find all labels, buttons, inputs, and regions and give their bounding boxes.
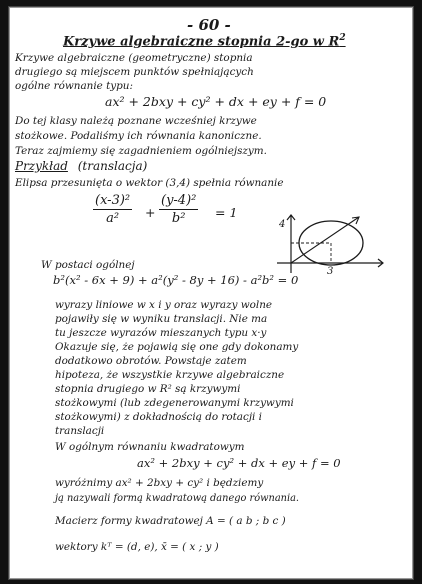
figure-label-y: 4 — [279, 219, 286, 230]
intro-line: drugiego są miejscem punktów spełniających — [15, 66, 254, 78]
ellipse-sketch — [275, 213, 387, 275]
title-exponent: 2 — [339, 33, 346, 43]
translation-vector — [291, 217, 359, 263]
closing-line: ją nazywali formą kwadratową danego równania. — [55, 493, 300, 504]
body-line: stopnia drugiego w R² są krzywymi — [55, 383, 241, 395]
conic-line: Teraz zajmiemy się zagadnieniem ogólniejszym. — [15, 145, 267, 157]
example-heading: Przykład — [15, 159, 68, 173]
fraction-numerator: (y-4)² — [161, 193, 197, 208]
conic-line: Do tej klasy należą poznane wcześniej krzywe — [15, 115, 257, 127]
page-number: - 60 - — [187, 16, 231, 34]
body-line: translacji — [55, 425, 105, 437]
fraction-bar — [159, 209, 198, 210]
ellipse-line: Elipsa przesunięta o wektor (3,4) spełnia równanie — [15, 177, 284, 189]
conic-line: stożkowe. Podaliśmy ich równania kanoniczne. — [15, 130, 262, 142]
body-line: stożkowymi) z dokładnością do rotacji i — [55, 411, 262, 423]
general-form-equation: b²(x² - 6x + 9) + a²(y² - 8y + 16) - a²b² = 0 — [53, 273, 299, 287]
example-subheading: (translacja) — [77, 159, 148, 173]
body-line: tu jeszcze wyrazów mieszanych typu x·y — [55, 327, 267, 339]
notebook-page — [8, 6, 414, 580]
general-form-label: W postaci ogólnej — [41, 259, 135, 271]
closing-line: Macierz formy kwadratowej A = ( a b ; b c ) — [55, 515, 286, 527]
intro-line: Krzywe algebraiczne (geometryczne) stopnia — [15, 52, 253, 64]
general-eq-intro: W ogólnym równaniu kwadratowym — [55, 441, 245, 453]
title-text: Krzywe algebraiczne stopnia 2-go w R — [63, 34, 340, 50]
plus-sign: + — [145, 205, 156, 220]
figure-label-x: 3 — [327, 266, 334, 275]
fraction-numerator: (x-3)² — [95, 193, 131, 208]
body-line: Okazuje się, że pojawią się one gdy dokonamy — [55, 341, 299, 353]
ellipse-fraction-2 — [159, 193, 198, 226]
equation-rhs: = 1 — [215, 205, 238, 220]
body-line: hipoteza, że wszystkie krzywe algebraiczne — [55, 369, 285, 381]
ellipse-fraction-1 — [93, 193, 132, 226]
fraction-denominator: a² — [106, 211, 120, 226]
intro-line: ogólne równanie typu: — [15, 80, 133, 92]
example-heading-row — [15, 159, 147, 173]
body-line: pojawiły się w wyniku translacji. Nie ma — [55, 313, 268, 325]
body-line: dodatkowo obrotów. Powstaje zatem — [55, 355, 247, 367]
general-eq-repeat: ax² + 2bxy + cy² + dx + ey + f = 0 — [137, 456, 341, 470]
closing-line: wektory kᵀ = (d, e), x̄ = ( x ; y ) — [55, 541, 219, 553]
fraction-bar — [93, 209, 132, 210]
page-title — [63, 33, 346, 49]
body-line: stożkowymi (lub zdegenerowanymi krzywymi — [55, 397, 294, 409]
fraction-denominator: b² — [171, 211, 186, 226]
closing-line: wyróżnimy ax² + 2bxy + cy² i będziemy — [55, 477, 264, 489]
body-line: wyrazy liniowe w x i y oraz wyrazy wolne — [55, 299, 273, 311]
general-equation: ax² + 2bxy + cy² + dx + ey + f = 0 — [105, 94, 327, 109]
